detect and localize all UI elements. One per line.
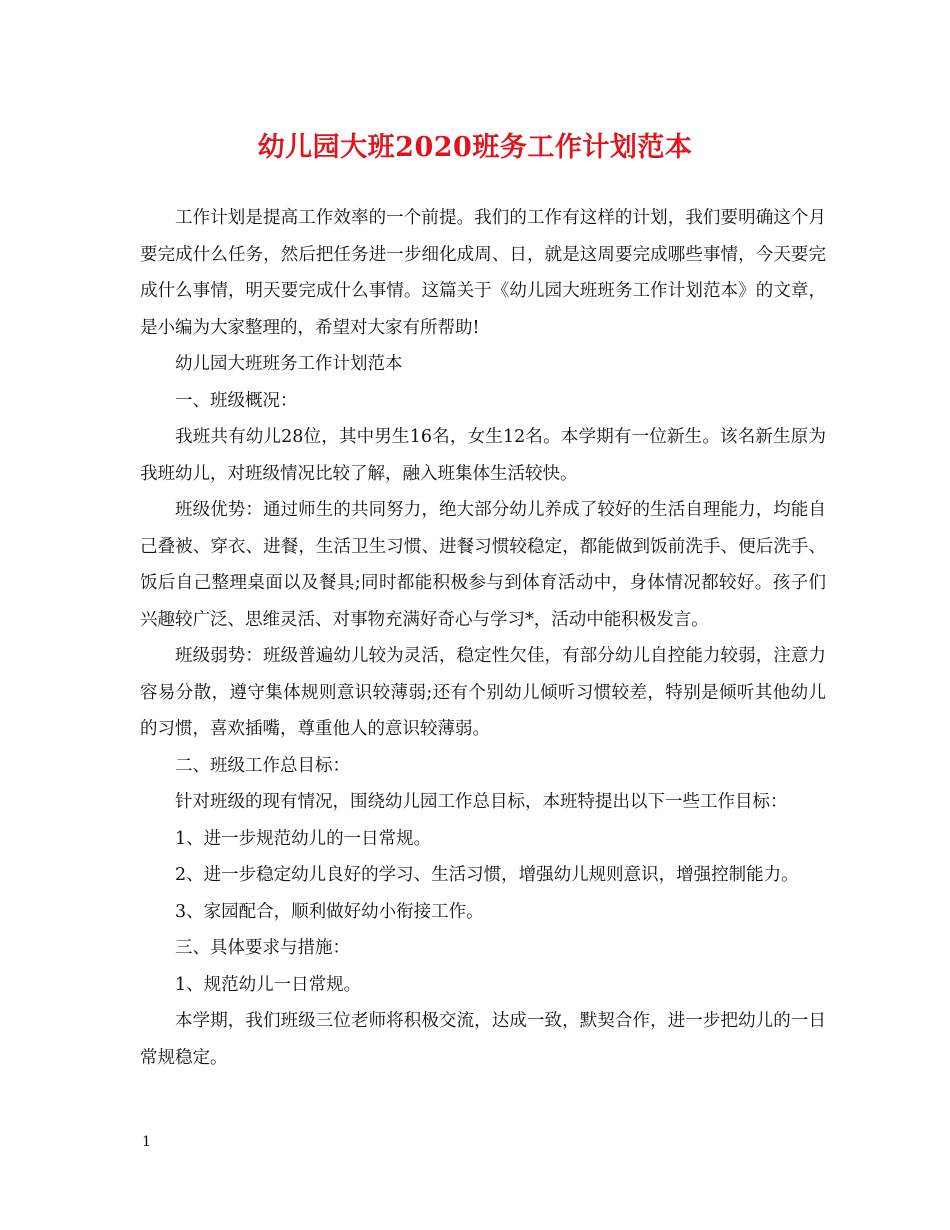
section-heading-overall-goals: 二、班级工作总目标： [175,755,350,776]
paragraph-class-strengths: 班级优势：通过师生的共同努力，绝大部分幼儿养成了较好的生活自理能力，均能自己叠被、穿衣、进餐，生活卫生习惯、进餐习惯较稳定，都能做到饭前洗手、便后洗手、饭后自己整理桌面以及餐具;同时都能积极参与到体育活动中，身体情况都较好。孩子们兴趣较广泛、思维灵活、对事物充满好奇心与学习*，活动中能积极发言。 [140,500,826,630]
measure-item-1: 1、规范幼儿一日常规。 [175,974,362,995]
paragraph-class-weaknesses: 班级弱势：班级普遍幼儿较为灵活，稳定性欠佳，有部分幼儿自控能力较弱，注意力容易分散，遵守集体规则意识较薄弱;还有个别幼儿倾听习惯较差，特别是倾听其他幼儿的习惯，喜欢插嘴，尊重他人的意识较薄弱。 [140,646,826,739]
goal-item-3: 3、家园配合，顺利做好幼小衔接工作。 [175,901,484,922]
page-number: 1 [142,1134,151,1150]
goal-item-2: 2、进一步稳定幼儿良好的学习、生活习惯，增强幼儿规则意识，增强控制能力。 [175,865,799,885]
paragraph-goals-intro: 针对班级的现有情况，围绕幼儿园工作总目标，本班特提出以下一些工作目标： [175,792,788,812]
goal-item-1: 1、进一步规范幼儿的一日常规。 [175,828,432,849]
paragraph-intro: 工作计划是提高工作效率的一个前提。我们的工作有这样的计划，我们要明确这个月要完成什么任务，然后把任务进一步细化成周、日，就是这周要完成哪些事情，今天要完成什么事情，明天要完成什么事情。这篇关于《幼儿园大班班务工作计划范本》的文章，是小编为大家整理的，希望对大家有所帮助! [140,208,826,338]
section-heading-measures: 三、具体要求与措施： [175,938,350,958]
section-heading-class-overview: 一、班级概况： [175,390,298,411]
paragraph-subtitle: 幼儿园大班班务工作计划范本 [175,354,403,374]
paragraph-measure-detail: 本学期，我们班级三位老师将积极交流，达成一致，默契合作，进一步把幼儿的一日常规稳定。 [140,1011,826,1068]
paragraph-class-overview: 我班共有幼儿28位，其中男生16名，女生12名。本学期有一位新生。该名新生原为我班幼儿，对班级情况比较了解，融入班集体生活较快。 [140,427,826,484]
document-body [140,200,826,1076]
document-title: 幼儿园大班2020班务工作计划范本 [257,132,693,163]
